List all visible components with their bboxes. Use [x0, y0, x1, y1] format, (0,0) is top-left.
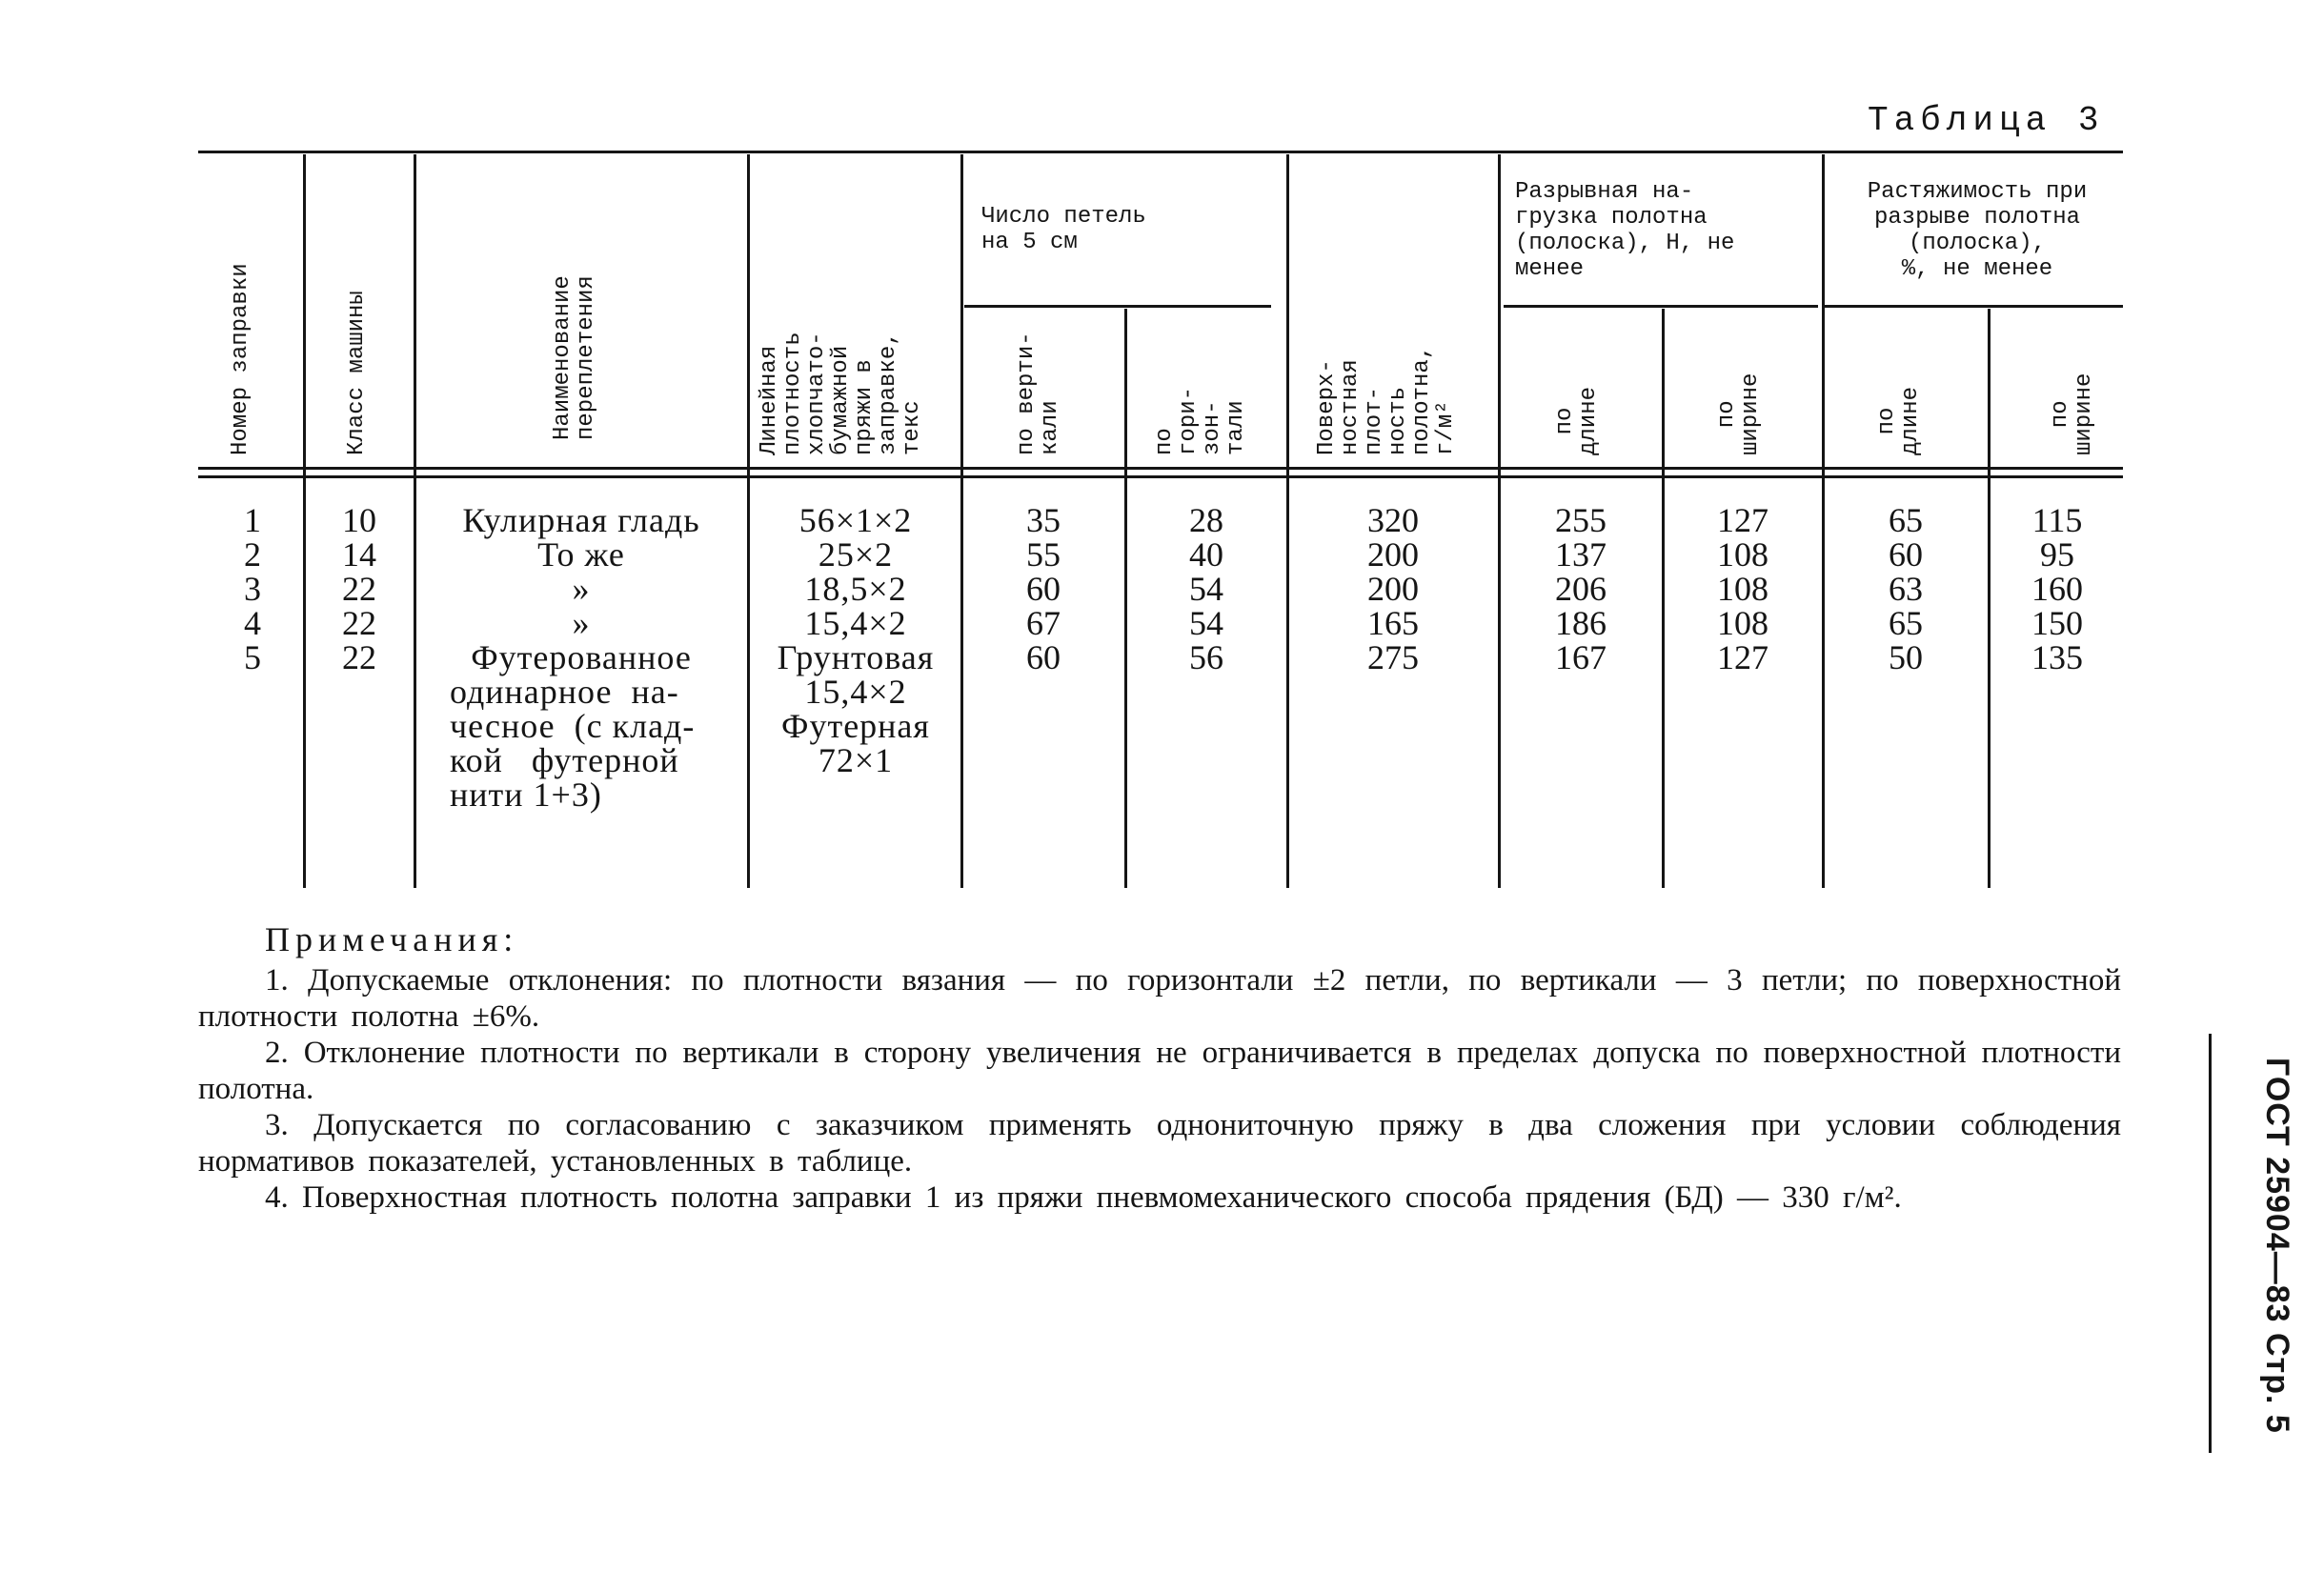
cell-weave-name: Кулирная гладь То же » » Футерованное [462, 501, 700, 676]
note-3: 3. Допускается по согласованию с заказчиком применять однониточную пряжу в два сложения при условии соблюдения нормативов показателей, установленных в таблице. [198, 1108, 2121, 1179]
side-divider [2209, 1034, 2212, 1453]
notes-title: Примечания: [265, 920, 519, 958]
col-rule-3 [747, 154, 750, 888]
cell-loops-horizontal: 28 40 54 54 56 [1189, 501, 1223, 676]
col-rule-4 [960, 154, 963, 888]
header-setup-number: Номер заправки [228, 263, 253, 455]
col-rule-10 [1988, 309, 1991, 888]
header-loops-horizontal: по гори- зон- тали [1152, 386, 1249, 455]
col-rule-9 [1822, 154, 1825, 888]
header-bottom-rule-2 [198, 475, 2123, 478]
header-surface-density: Поверх- ностная плот- ность полотна, г/м² [1314, 345, 1459, 455]
elongation-group-rule [1825, 305, 2123, 308]
note-2: 2. Отклонение плотности по вертикали в сторону увеличения не ограничивается в пределах допуска по поверхностной плотности полотна. [198, 1036, 2121, 1106]
cell-elongation-length: 65 60 63 65 50 [1889, 501, 1923, 676]
cell-breaking-length: 255 137 206 186 167 [1555, 501, 1607, 676]
col-rule-2 [414, 154, 416, 888]
page-side-label: ГОСТ 25904—83 Стр. 5 [2259, 1058, 2295, 1434]
cell-machine-class: 10 14 22 22 22 [342, 501, 376, 676]
header-linear-density: Линейная плотность хлопчато- бумажной пряжи в заправке, текс [757, 332, 925, 455]
header-breaking-group: Разрывная на- грузка полотна (полоска), Н, не менее [1515, 179, 1735, 282]
header-elongation-width: по ширине [2048, 373, 2097, 455]
cell-loops-vertical: 35 55 60 67 60 [1026, 501, 1061, 676]
cell-weave-name-tail: одинарное на- чесное (с клад- кой футерной нити 1+3) [450, 673, 696, 814]
note-4: 4. Поверхностная плотность полотна заправки 1 из пряжи пневмомеханического способа прядения (БД) — 330 г/м². [265, 1180, 1902, 1215]
cell-breaking-width: 127 108 108 108 127 [1717, 501, 1768, 676]
header-elongation-group: Растяжимость при разрыве полотна (полоска), %, не менее [1867, 179, 2088, 282]
header-bottom-rule [198, 467, 2123, 470]
table-caption: Таблица 3 [1868, 101, 2105, 140]
breaking-group-rule [1504, 305, 1818, 308]
col-rule-5 [1124, 309, 1127, 888]
col-rule-7 [1498, 154, 1501, 888]
table-top-rule [198, 151, 2123, 153]
col-rule-1 [303, 154, 306, 888]
col-rule-8 [1662, 309, 1665, 888]
header-breaking-width: по ширине [1714, 373, 1764, 455]
loops-group-rule [964, 305, 1271, 308]
col-rule-6 [1286, 154, 1289, 888]
header-machine-class: Класс машины [344, 291, 370, 455]
header-weave-name: Наименование переплетения [550, 275, 599, 440]
header-breaking-length: по длине [1552, 386, 1602, 455]
cell-linear-density: 56×1×2 25×2 18,5×2 15,4×2 Грунтовая 15,4×2 Футерная 72×1 [777, 501, 935, 779]
cell-elongation-width: 115 95 160 150 135 [2031, 501, 2083, 676]
cell-setup-number: 1 2 3 4 5 [244, 501, 261, 676]
note-1: 1. Допускаемые отклонения: по плотности вязания — по горизонтали ±2 петли, по вертикали — 3 петли; по поверхностной плотности полотна ±6%. [198, 963, 2121, 1034]
header-elongation-length: по длине [1874, 386, 1924, 455]
header-loops-vertical: по верти- кали [1014, 332, 1063, 455]
header-loops-group: Число петель на 5 см [981, 204, 1146, 255]
cell-surface-density: 320 200 200 165 275 [1367, 501, 1419, 676]
